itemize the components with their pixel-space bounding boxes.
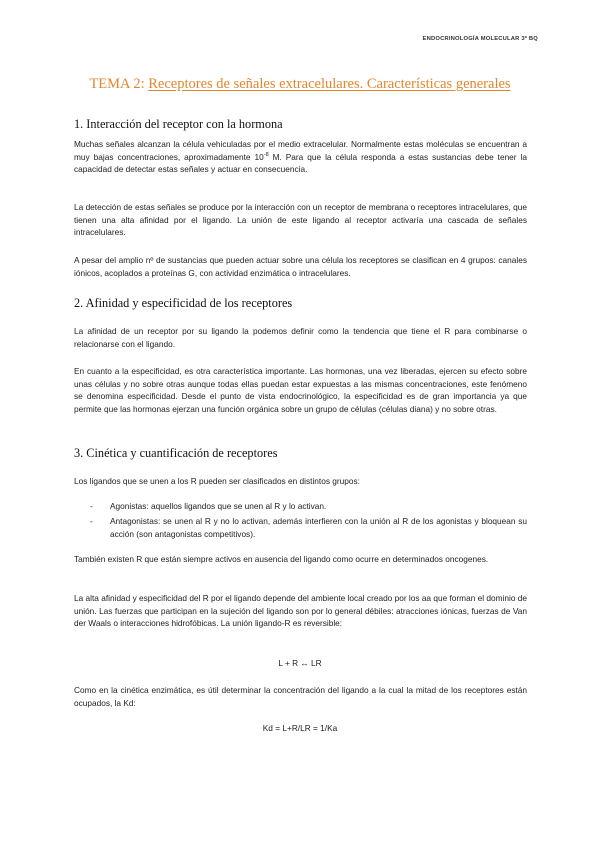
section-3-paragraph-1: Los ligandos que se unen a los R pueden ser clasificados en distintos grupos:: [74, 476, 360, 486]
section-1-paragraph-1: [74, 138, 527, 176]
section-1-paragraph-3: A pesar del amplio nº de sustancias que pueden actuar sobre una célula los receptores se clasifican en 4 grupos: canales iónicos, acoplados a proteínas G, con actividad enzimática o intracelulares.: [74, 255, 527, 278]
list-item-text: Antagonistas: se unen al R y no lo activan, además interfieren con la unión al R de los agonistas y bloquean su acción (son antagonistas competitivos).: [110, 516, 527, 539]
running-header: ENDOCRINOLOGÍA MOLECULAR 3º BQ: [422, 36, 538, 42]
exponent: -8: [263, 151, 269, 158]
section-3-paragraph-2: También existen R que están siempre activos en ausencia del ligando como ocurre en determinados oncogenes.: [74, 554, 489, 564]
list-item: [90, 500, 527, 513]
section-2-paragraph-1: La afinidad de un receptor por su ligando la podemos definir como la tendencia que tiene el R para combinarse o relacionarse con el ligando.: [74, 326, 527, 349]
section-1-paragraph-2: La detección de estas señales se produce por la interacción con un receptor de membrana o receptores intracelulares, que tienen una alta afinidad por el ligando. La unión de este ligando al receptor activaría una cascada de señales intracelulares.: [74, 202, 527, 238]
section-1-paragraph-1-b: M. Para que la célula responda a estas sustancias debe tener la capacidad de detectar estas señales y actuar en consecuencia.: [74, 151, 527, 175]
bullet-dash: -: [90, 501, 93, 511]
section-2-heading: 2. Afinidad y especificidad de los receptores: [74, 296, 293, 310]
title-prefix: TEMA 2:: [89, 76, 145, 92]
title-text: Receptores de señales extracelulares. Características generales: [148, 76, 511, 92]
equation-kd: Kd = L+R/LR = 1/Ka: [262, 723, 338, 733]
section-3-heading: 3. Cinética y cuantificación de receptores: [74, 446, 278, 460]
list-item-text: Agonistas: aquellos ligandos que se unen al R y lo activan.: [110, 501, 327, 511]
section-1-paragraph-1-a: Muchas señales alcanzan la célula vehiculadas por el medio extracelular. Normalmente estas moléculas se encuentran a muy bajas concentraciones, aproximadamente 10: [74, 139, 527, 162]
equation-binding: L + R ↔ LR: [278, 658, 322, 668]
section-2-paragraph-2: En cuanto a la especificidad, es otra característica importante. Las hormonas, una vez liberadas, ejercen su efecto sobre unas células y no sobre otras aunque todas ellas puedan estar expuestas a las mismas concentraciones, este fenómeno se denomina especificidad. Desde el punto de vista endocrinológico, la especificidad es de gran importancia ya que permite que las hormonas ejerzan una función orgánica sobre un grupo de células (células diana) y no sobre otras.: [74, 366, 527, 414]
bullet-dash: -: [90, 516, 93, 526]
section-3-paragraph-4: Como en la cinética enzimática, es útil determinar la concentración del ligando a la cual la mitad de los receptores están ocupados, la Kd:: [74, 685, 527, 708]
list-item: [90, 515, 527, 540]
page-title: [0, 76, 600, 93]
section-1-heading: 1. Interacción del receptor con la hormona: [74, 117, 283, 131]
section-3-paragraph-3: La alta afinidad y especificidad del R por el ligando depende del ambiente local creado por los aa que forman el dominio de unión. Las fuerzas que participan en la sujeción del ligando son por lo general débiles: atracciones iónicas, fuerzas de Van der Waals o interacciones hidrofóbicas. La unión ligando-R es reversible:: [74, 593, 527, 629]
